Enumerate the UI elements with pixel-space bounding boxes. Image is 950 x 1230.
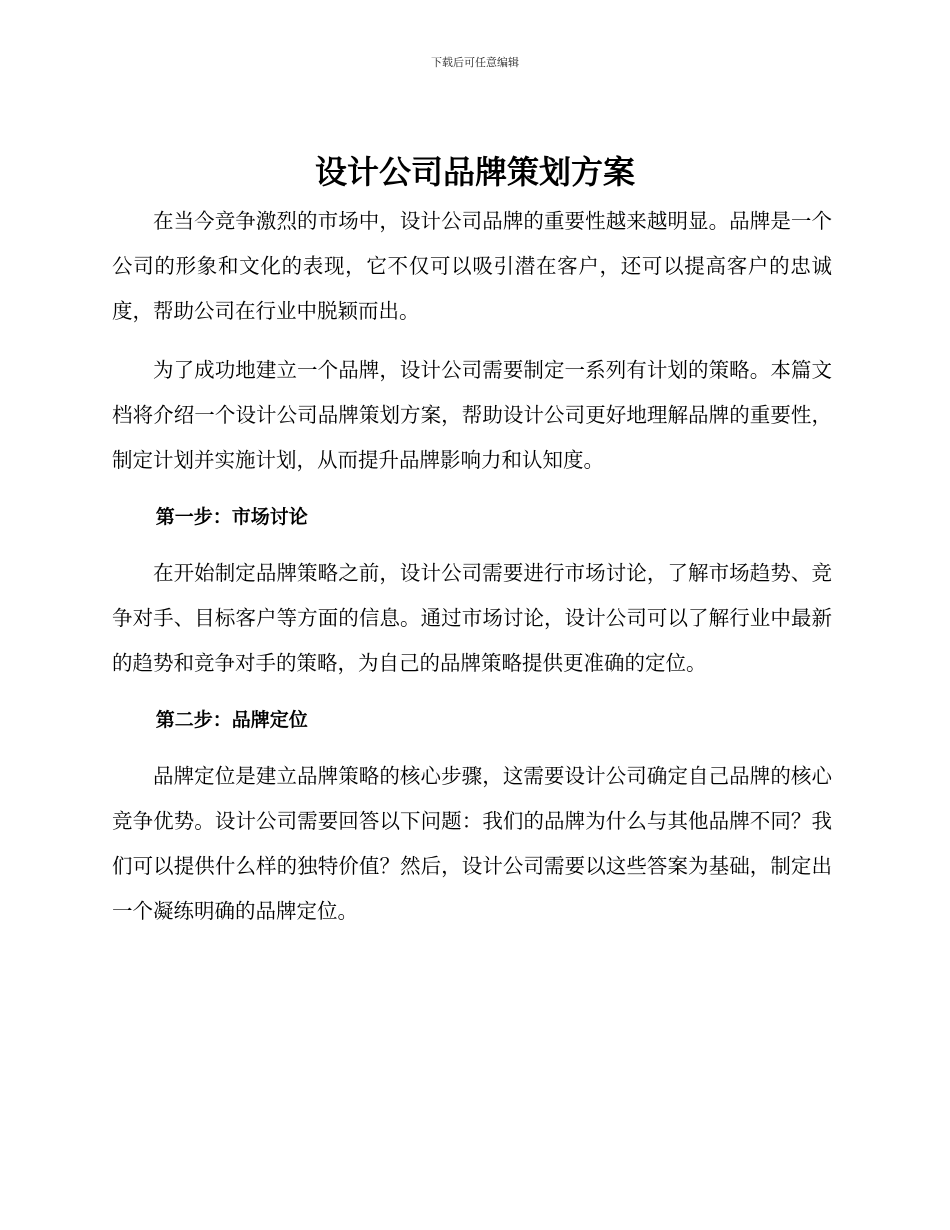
brand-positioning-paragraph: 品牌定位是建立品牌策略的核心步骤，这需要设计公司确定自己品牌的核心竞争优势。设计公司需要回答以下问题：我们的品牌为什么与其他品牌不同？我们可以提供什么样的独特价值？然后，设计公司需要以这些答案为基础，制定出一个凝练明确的品牌定位。 bbox=[112, 764, 832, 923]
document-body bbox=[112, 199, 832, 948]
header-note: 下载后可任意编辑 bbox=[431, 56, 519, 69]
section-heading-step1: 第一步：市场讨论 bbox=[155, 506, 308, 528]
document-title: 设计公司品牌策划方案 bbox=[314, 153, 635, 191]
section-heading-step2: 第二步：品牌定位 bbox=[155, 709, 308, 731]
purpose-paragraph: 为了成功地建立一个品牌，设计公司需要制定一系列有计划的策略。本篇文档将介绍一个设计公司品牌策划方案，帮助设计公司更好地理解品牌的重要性，制定计划并实施计划，从而提升品牌影响力和认知度。 bbox=[112, 358, 832, 472]
intro-paragraph: 在当今竞争激烈的市场中，设计公司品牌的重要性越来越明显。品牌是一个公司的形象和文化的表现，它不仅可以吸引潜在客户，还可以提高客户的忠诚度，帮助公司在行业中脱颖而出。 bbox=[112, 209, 832, 323]
market-research-paragraph: 在开始制定品牌策略之前，设计公司需要进行市场讨论，了解市场趋势、竞争对手、目标客户等方面的信息。通过市场讨论，设计公司可以了解行业中最新的趋势和竞争对手的策略，为自己的品牌策略提供更准确的定位。 bbox=[112, 561, 832, 675]
